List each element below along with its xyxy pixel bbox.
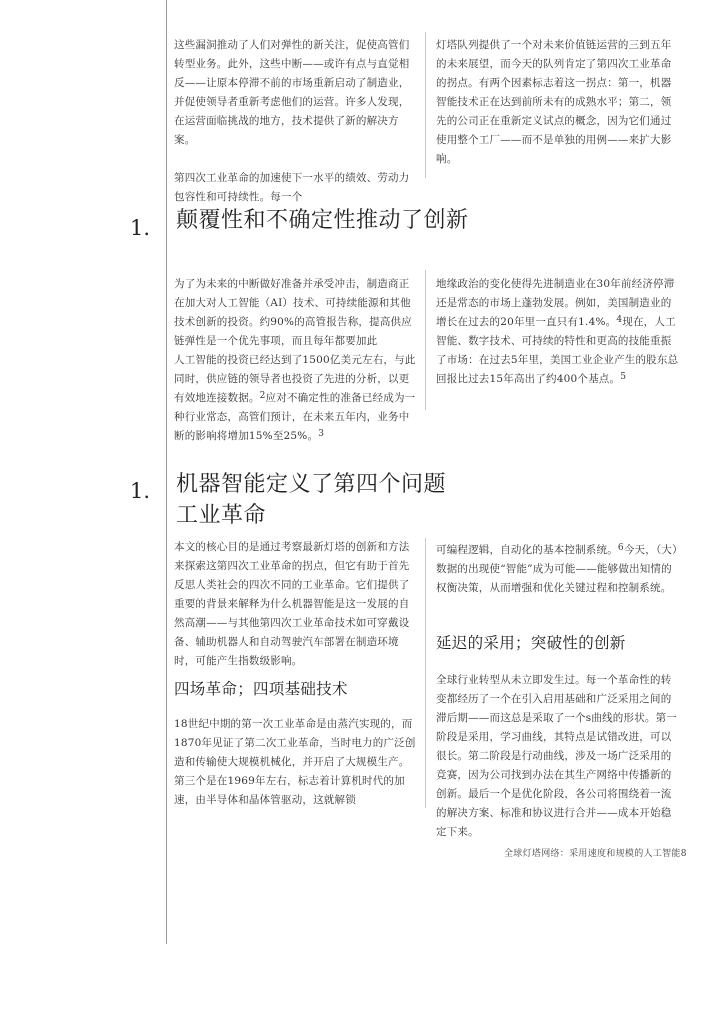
- page-footer: 全球灯塔网络：采用速度和规模的人工智能8: [504, 849, 687, 859]
- paragraph: 灯塔队列提供了一个对未来价值链运营的三到五年的未来展望，而今天的队列肯定了第四次工业革命的拐点。有两个因素标志着这一拐点：第一，机器智能技术正在达到前所未有的成熟水平；第二，领先的公司正在重新定义试点的概念，因为它们通过使用整个工厂——而不是单独的用例——来扩大影响。: [436, 39, 672, 165]
- section-title: 机器智能定义了第四个问题 工业革命: [176, 472, 447, 528]
- top-left-text: [174, 36, 418, 207]
- column-divider-top: [425, 32, 426, 178]
- section-title: 颠覆性和不确定性推动了创新: [176, 208, 469, 233]
- left-margin-rule: [166, 0, 167, 944]
- section2-right-body: [436, 671, 680, 842]
- subheading: 四场革命；四项基础技术: [174, 680, 348, 698]
- footnote-ref: 4: [616, 315, 623, 325]
- top-right-text: [436, 36, 680, 169]
- paragraph: 地缘政治的变化使得先进制造业在30年前经济停滞还是常态的市场上蓬勃发展。例如，美国制造业的增长在过去的20年里一直只有1.4%。$^4$现在，人工智能、数字技术、可持续的特性和更高的技能重振了市场：在过去5年里，美国工业企业产生的股东总回报比过去15年高出了约400个基点。$^5$: [436, 278, 679, 385]
- section-number: 1.: [130, 216, 151, 240]
- paragraph: 为了为未来的中断做好准备并承受冲击，制造商正在加大对人工智能（AI）技术、可持续能源和其他技术创新的投资。约90%的高管报告称，提高供应链弹性是一个优先事项，而且每年都要加此: [174, 278, 412, 347]
- column-divider-section2: [425, 538, 426, 808]
- section1-left-text: [174, 275, 418, 446]
- paragraph: 第四次工业革命的加速使下一水平的绩效、劳动力包容性和可持续性。每一个: [174, 172, 410, 203]
- section2-left-intro: [174, 538, 418, 671]
- footnote-ref: 2: [259, 391, 266, 401]
- section2-right-intro: [436, 541, 680, 598]
- footnote-ref: 5: [620, 372, 627, 382]
- subheading: 延迟的采用；突破性的创新: [436, 634, 626, 652]
- section2-left-body: [174, 715, 418, 810]
- column-divider-section1: [425, 270, 426, 410]
- paragraph: 可编程逻辑，自动化的基本控制系统。$^6$今天，（大）数据的出现使“智能”成为可能——能够做出知情的权衡决策，从而增强和优化关键过程和控制系统。: [436, 543, 678, 594]
- paragraph: 18世纪中期的第一次工业革命是由蒸汽实现的，而1870年见证了第二次工业革命，当时电力的广泛创造和传输使大规模机械化，并开启了大规模生产。第三个是在1969年左右，标志着计算机时代的加速，由半导体和晶体管驱动，这就解锁: [174, 718, 416, 806]
- footnote-ref: 3: [318, 429, 325, 439]
- section-number: 1.: [130, 479, 151, 503]
- section1-right-text: [436, 275, 680, 389]
- paragraph: 本文的核心目的是通过考察最新灯塔的创新和方法来探索这第四次工业革命的拐点，但它有助于首先反思人类社会的四次不同的工业革命。它们提供了重要的背景来解释为什么机器智能是这一发展的自然高潮——与其他第四次工业革命技术如可穿戴设备、辅助机器人和自动驾驶汽车部署在制造环境时，可能产生指数级影响。: [174, 541, 410, 667]
- paragraph: 人工智能的投资已经达到了1500亿美元左右，与此同时，供应链的领导者也投资了先进的分析，以更有效地连接数据。$^2$应对不确定性的准备已经成为一种行业常态，高管们预计，在未来五年内，业务中断的影响将增加15%至25%。$^3$: [174, 354, 416, 442]
- paragraph: 这些漏洞推动了人们对弹性的新关注，促使高管们转型业务。此外，这些中断——或许有点与直觉相反——让原本停滞不前的市场重新启动了制造业，并促使领导者重新考虑他们的运营。许多人发现，在运营面临挑战的地方，技术提供了新的解决方案。: [174, 39, 410, 146]
- footnote-ref: 6: [617, 543, 624, 553]
- paragraph: 全球行业转型从未立即发生过。每一个革命性的转变都经历了一个在引入启用基础和广泛采用之间的滞后期——而这总是采取了一个s曲线的形状。第一阶段是采用，学习曲线，其特点是试错改进，可以很长。第二阶段是行动曲线，涉及一场广泛采用的竞赛，因为公司找到办法在其生产网络中传播新的创新。最后一个是优化阶段，各公司将围绕着一流的解决方案、标准和协议进行合并——成本开始稳定下来。: [436, 674, 677, 838]
